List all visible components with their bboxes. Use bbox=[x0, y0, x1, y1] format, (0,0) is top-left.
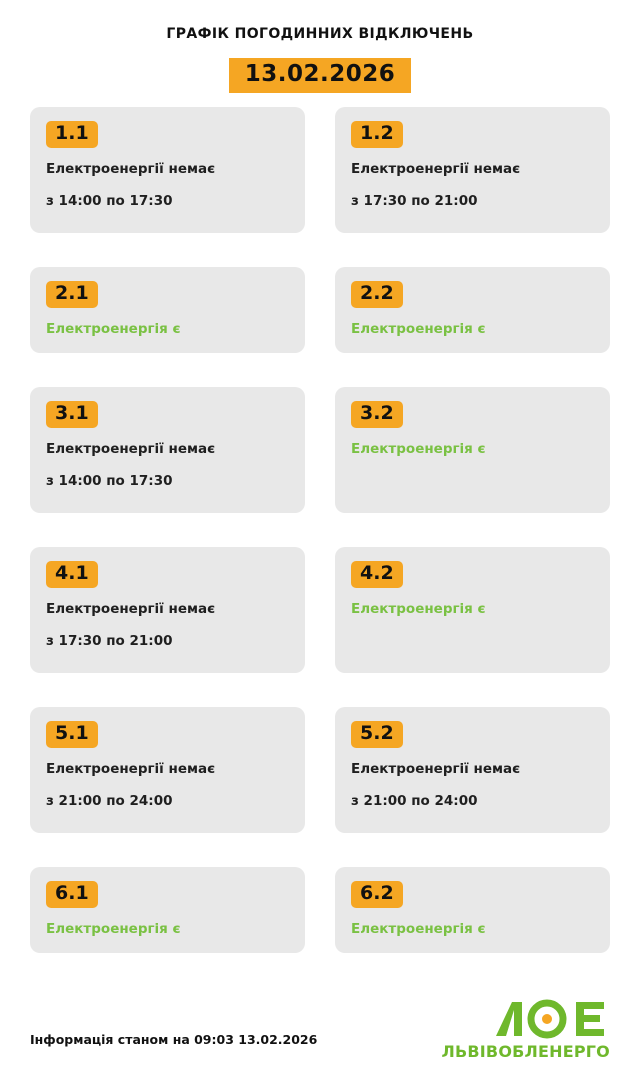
zone-card-2-1[interactable] bbox=[30, 267, 305, 353]
zone-status: Електроенергія є bbox=[351, 921, 486, 938]
zone-id-badge: 4.2 bbox=[351, 561, 403, 588]
zone-id-badge: 4.1 bbox=[46, 561, 98, 588]
zone-cell bbox=[335, 867, 610, 953]
zone-id-badge: 2.2 bbox=[351, 281, 403, 308]
zone-id-badge: 5.1 bbox=[46, 721, 98, 748]
zone-card-5-2[interactable] bbox=[335, 707, 610, 833]
zone-card-6-1[interactable] bbox=[30, 867, 305, 953]
zone-cell bbox=[30, 107, 305, 233]
zone-interval: з 17:30 по 21:00 bbox=[46, 633, 173, 650]
zone-interval: з 21:00 по 24:00 bbox=[351, 793, 478, 810]
zone-cell bbox=[335, 547, 610, 673]
zone-interval: з 17:30 по 21:00 bbox=[351, 193, 478, 210]
zone-id-badge: 1.2 bbox=[351, 121, 403, 148]
row-spacer bbox=[30, 233, 610, 267]
zone-card-4-1[interactable] bbox=[30, 547, 305, 673]
zone-card-3-1[interactable] bbox=[30, 387, 305, 513]
zone-id-badge: 3.2 bbox=[351, 401, 403, 428]
zone-status: Електроенергії немає bbox=[46, 601, 216, 618]
zone-cell bbox=[30, 707, 305, 833]
zone-id-badge: 3.1 bbox=[46, 401, 98, 428]
zone-card-1-2[interactable] bbox=[335, 107, 610, 233]
brand bbox=[442, 998, 611, 1061]
zone-cell bbox=[30, 867, 305, 953]
date-badge-wrapper bbox=[0, 58, 640, 93]
zone-id-badge: 1.1 bbox=[46, 121, 98, 148]
zone-status: Електроенергії немає bbox=[46, 761, 216, 778]
zone-cell bbox=[30, 547, 305, 673]
zone-card-4-2[interactable] bbox=[335, 547, 610, 673]
zone-interval: з 21:00 по 24:00 bbox=[46, 793, 173, 810]
zone-status: Електроенергії немає bbox=[46, 441, 216, 458]
zone-cell bbox=[335, 387, 610, 513]
zone-card-6-2[interactable] bbox=[335, 867, 610, 953]
zone-id-badge: 6.2 bbox=[351, 881, 403, 908]
zone-id-badge: 2.1 bbox=[46, 281, 98, 308]
zone-status: Електроенергія є bbox=[351, 601, 486, 618]
zone-interval: з 14:00 по 17:30 bbox=[46, 193, 173, 210]
zone-status: Електроенергії немає bbox=[351, 161, 521, 178]
zone-cell bbox=[335, 107, 610, 233]
zone-status: Електроенергія є bbox=[351, 441, 486, 458]
zone-interval: з 14:00 по 17:30 bbox=[46, 473, 173, 490]
date-badge: 13.02.2026 bbox=[229, 58, 412, 93]
footer bbox=[0, 998, 640, 1061]
zone-cell bbox=[335, 707, 610, 833]
zone-card-5-1[interactable] bbox=[30, 707, 305, 833]
zone-id-badge: 5.2 bbox=[351, 721, 403, 748]
page-title: ГРАФІК ПОГОДИННИХ ВІДКЛЮЧЕНЬ bbox=[166, 26, 474, 42]
zone-status: Електроенергія є bbox=[351, 321, 486, 338]
zones-grid bbox=[0, 107, 640, 953]
zone-status: Електроенергія є bbox=[46, 321, 181, 338]
row-spacer bbox=[30, 673, 610, 707]
zone-status: Електроенергії немає bbox=[351, 761, 521, 778]
zone-cell bbox=[30, 387, 305, 513]
zone-card-2-2[interactable] bbox=[335, 267, 610, 353]
zone-status: Електроенергії немає bbox=[46, 161, 216, 178]
row-spacer bbox=[30, 513, 610, 547]
zone-cell bbox=[335, 267, 610, 353]
zone-card-3-2[interactable] bbox=[335, 387, 610, 513]
row-spacer bbox=[30, 353, 610, 387]
zone-status: Електроенергія є bbox=[46, 921, 181, 938]
zone-cell bbox=[30, 267, 305, 353]
row-spacer bbox=[30, 833, 610, 867]
zone-card-1-1[interactable] bbox=[30, 107, 305, 233]
loe-logo-icon bbox=[442, 998, 611, 1040]
brand-name: ЛЬВІВОБЛЕНЕРГО bbox=[441, 1042, 610, 1061]
status-timestamp: Інформація станом на 09:03 13.02.2026 bbox=[30, 1032, 318, 1047]
zone-id-badge: 6.1 bbox=[46, 881, 98, 908]
